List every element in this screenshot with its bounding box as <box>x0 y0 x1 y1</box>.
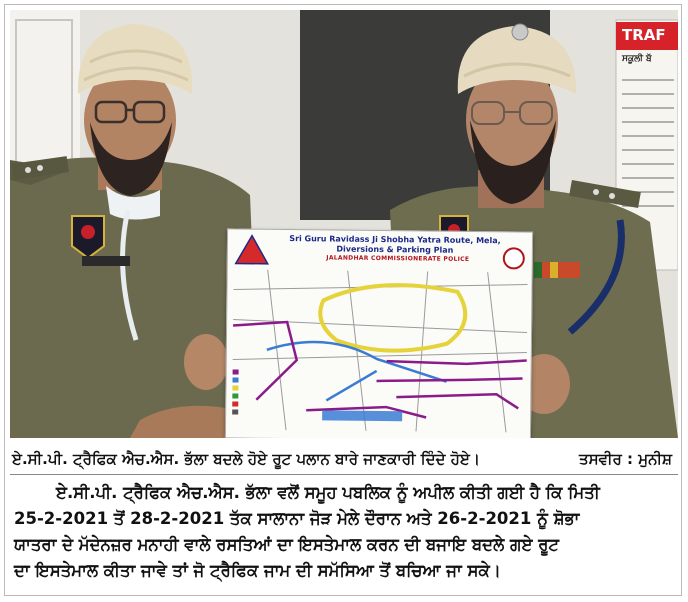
story-line-2: 25-2-2021 ਤੋਂ 28-2-2021 ਤੱਕ ਸਾਲਾਨਾ ਜੋੜ ਮੇਲੇ ਦੌਰਾਨ ਅਤੇ 26-2-2021 ਨੂੰ ਸ਼ੋਭਾ <box>14 509 580 528</box>
story-line-3: ਯਾਤਰਾ ਦੇ ਮੱਦੇਨਜ਼ਰ ਮਨਾਹੀ ਵਾਲੇ ਰਸਤਿਆਂ ਦਾ ਇਸਤੇਮਾਲ ਕਰਨ ਦੀ ਬਜਾਇ ਬਦਲੇ ਗਏ ਰੂਟ <box>14 535 560 554</box>
news-photo <box>10 10 678 438</box>
map-title: Sri Guru Ravidass Ji Shobha Yatra Route, Mela, Diversions & Parking Plan <box>289 234 501 255</box>
caption-divider <box>10 474 678 475</box>
notice-board-heading: TRAF <box>622 26 666 44</box>
news-story <box>14 480 674 584</box>
map-subtitle: JALANDHAR COMMISSIONERATE POLICE <box>326 254 470 263</box>
caption-text: ਏ.ਸੀ.ਪੀ. ਟ੍ਰੈਫਿਕ ਐਚ.ਐਸ. ਭੱਲਾ ਬਦਲੇ ਹੋਏ ਰੂਟ ਪਲਾਨ ਬਾਰੇ ਜਾਣਕਾਰੀ ਦਿੰਦੇ ਹੋਏ। <box>12 450 480 468</box>
photo-caption <box>10 448 678 470</box>
police-logo-icon <box>236 235 268 263</box>
map-legend <box>232 369 238 414</box>
photo-credit: ਤਸਵੀਰ : ਮੁਨੀਸ਼ <box>579 450 672 468</box>
story-line-4: ਦਾ ਇਸਤੇਮਾਲ ਕੀਤਾ ਜਾਵੇ ਤਾਂ ਜੋ ਟ੍ਰੈਫਿਕ ਜਾਮ ਦੀ ਸਮੱਸਿਆ ਤੋਂ ਬਚਿਆ ਜਾ ਸਕੇ। <box>14 561 501 580</box>
route-map-sheet <box>225 228 533 438</box>
notice-board-subheading: ਸਕੂਲੀ ਬੱ <box>622 54 652 64</box>
story-line-1: ਏ.ਸੀ.ਪੀ. ਟ੍ਰੈਫਿਕ ਐਚ.ਐਸ. ਭੱਲਾ ਵਲੋਂ ਸਮੂਹ ਪਬਲਿਕ ਨੂੰ ਅਪੀਲ ਕੀਤੀ ਗਈ ਹੈ ਕਿ ਮਿਤੀ <box>56 483 600 502</box>
